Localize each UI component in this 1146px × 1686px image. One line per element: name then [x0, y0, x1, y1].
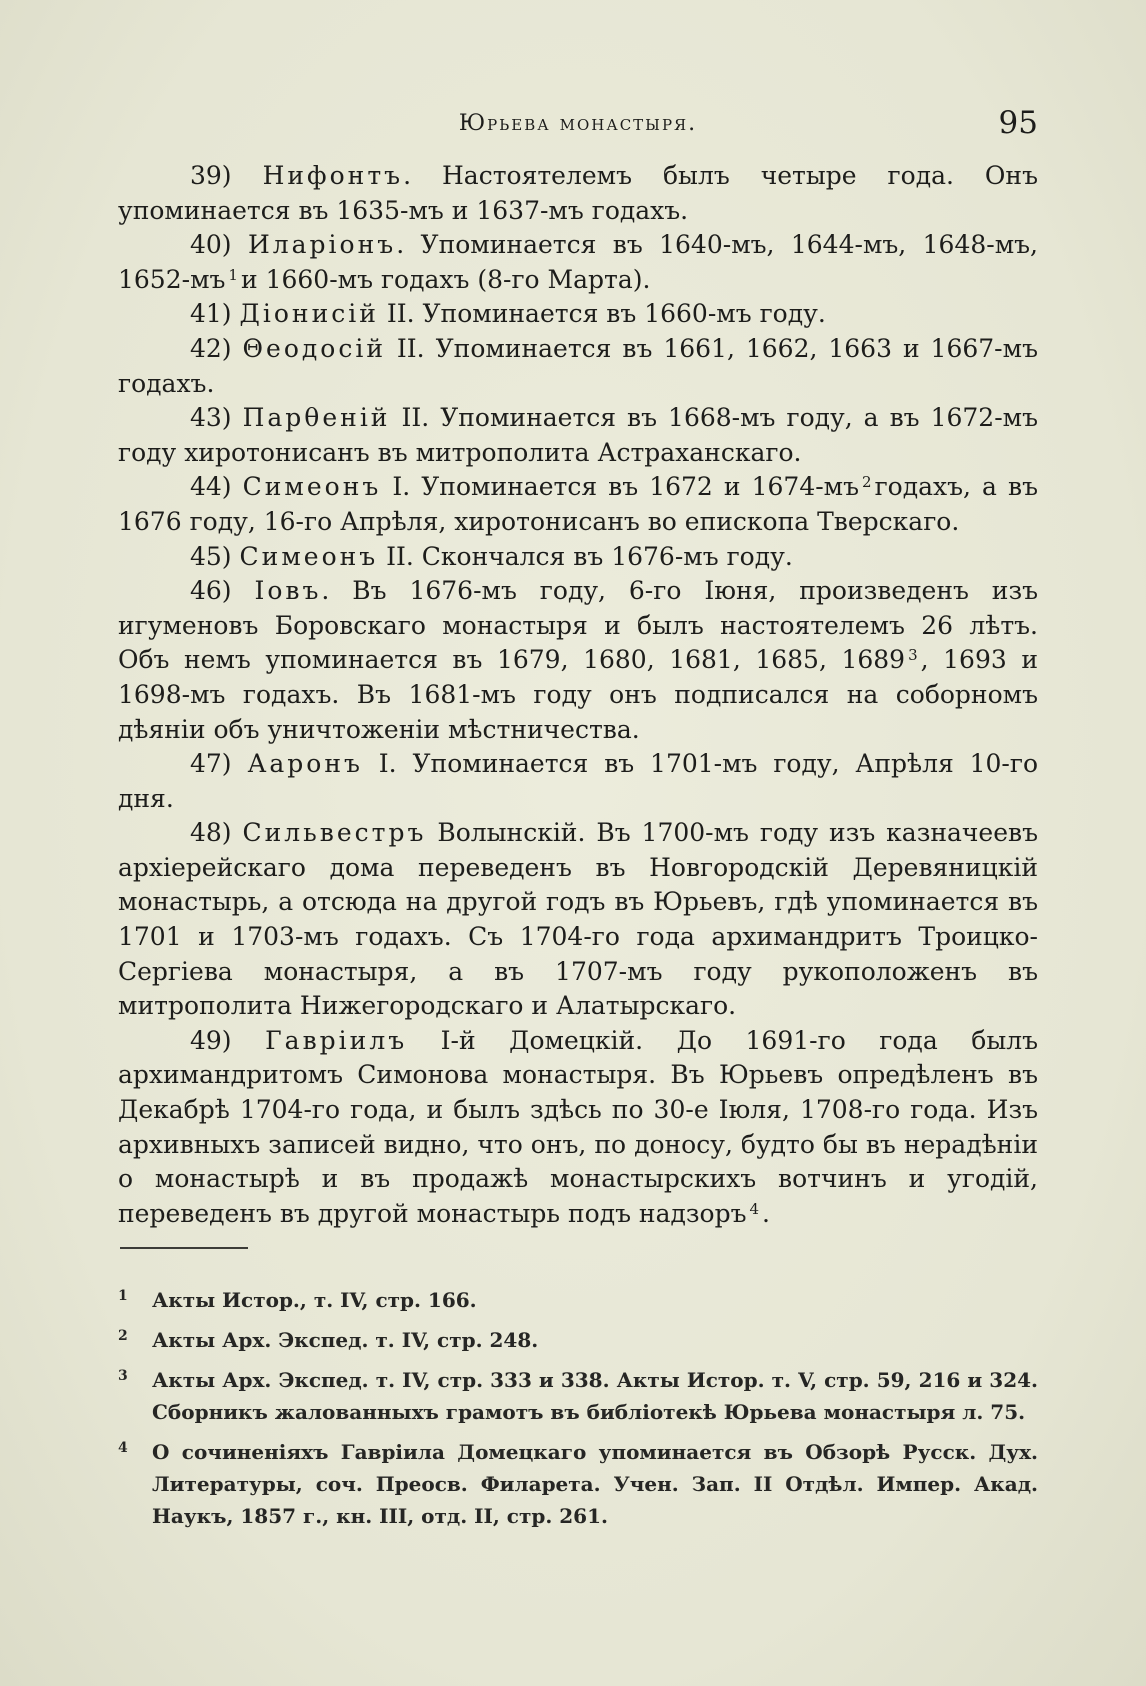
entry-number: 41) [190, 299, 232, 329]
entry-text: годахъ, а въ 1676 году, 16-го Апрѣля, хиротонисанъ во епископа Тверскаго. [118, 472, 1038, 536]
footnote-ref: 1 [228, 265, 238, 284]
abbot-name: Симеонъ [242, 472, 382, 502]
entry-text: Волынскій. Въ 1700-мъ году изъ казначеевъ архіерейскаго дома переведенъ въ Новгородскій Деревяницкій монастырь, а отсюда на другой годъ въ Юрьевъ, гдѣ упоминается въ 1701 и 1703-мъ годахъ. Съ 1704-го года архимандритъ Троицко-Сергіева монастыря, а въ 1707-мъ году рукоположенъ въ митрополита Нижегородскаго и Алатырскаго. [118, 818, 1038, 1021]
entry-number: 45) [190, 541, 232, 571]
entry-number: 40) [190, 230, 232, 260]
footnote-text: Акты Арх. Экспед. т. IV, стр. 333 и 338. Акты Истор. т. V, стр. 59, 216 и 324. Сборникъ жалованныхъ грамотъ въ библіотекѣ Юрьева монастыря л. 75. [152, 1368, 1038, 1424]
entry-text: . [762, 1198, 770, 1228]
entry-39 [118, 159, 1038, 228]
entry-42 [118, 332, 1038, 401]
abbot-name: Иларіонъ [247, 230, 397, 260]
running-title: Юрьева монастыря. [458, 111, 698, 136]
page-header [118, 105, 1038, 145]
entry-text: II. Скончался въ 1676-мъ году. [378, 541, 793, 571]
footnote-2: 2 Акты Арх. Экспед. т. IV, стр. 248. [118, 1328, 539, 1352]
entry-text: II. Упоминается въ 1661, 1662, 1663 и 1667-мъ годахъ. [118, 333, 1038, 398]
entry-number: 44) [190, 472, 232, 502]
main-text [118, 159, 1038, 1231]
entry-number: 43) [190, 403, 232, 433]
entry-text: II. Упоминается въ 1660-мъ году. [378, 299, 826, 329]
footnote-ref: 3 [908, 646, 918, 665]
abbot-name: Ааронъ [247, 749, 363, 779]
footnotes [118, 1284, 1038, 1540]
abbot-name: Сильвестръ [242, 818, 427, 848]
entry-44 [118, 470, 1038, 539]
abbot-name: Гавріилъ [265, 1025, 408, 1055]
abbot-name: Діонисій [239, 299, 379, 329]
abbot-name: Θеодосій [242, 333, 386, 363]
entry-number: 39) [190, 161, 232, 190]
entry-text: . Настоятелемъ былъ четыре года. Онъ упоминается въ 1635-мъ и 1637-мъ годахъ. [118, 161, 1038, 225]
footnote-text: О сочиненіяхъ Гавріила Домецкаго упоминается въ Обзорѣ Русск. Дух. Литературы, соч. Преосв. Филарета. Учен. Зап. II Отдѣл. Импер. Акад. Наукъ, 1857 г., кн. III, отд. II, стр. 261. [152, 1440, 1038, 1528]
entry-number: 46) [190, 576, 232, 606]
abbot-name: Парθеній [242, 403, 391, 433]
entry-text: и 1660-мъ годахъ (8-го Марта). [240, 264, 651, 294]
footnote-text: Акты Истор., т. IV, стр. 166. [152, 1288, 477, 1312]
entry-number: 48) [190, 818, 232, 848]
page-number: 95 [998, 105, 1038, 141]
entry-text: . Упоминается въ 1640-мъ, 1644-мъ, 1648-мъ, 1652-мъ [118, 230, 1038, 294]
footnote-1: 1 Акты Истор., т. IV, стр. 166. [118, 1288, 477, 1312]
entry-45 [118, 540, 1038, 575]
entry-41 [118, 297, 1038, 332]
footnote-3: 3 Акты Арх. Экспед. т. IV, стр. 333 и 338. Акты Истор. т. V, стр. 59, 216 и 324. Сборникъ жалованныхъ грамотъ въ библіотекѣ Юрьева монастыря л. 75. [118, 1368, 1038, 1424]
entry-text: I. Упоминается въ 1701-мъ году, Апрѣля 10-го дня. [118, 749, 1038, 813]
footnote-ref: 2 [862, 473, 872, 492]
entry-number: 42) [190, 333, 232, 363]
entry-text: II. Упоминается въ 1668-мъ году, а въ 1672-мъ году хиротонисанъ въ митрополита Астраханскаго. [118, 403, 1038, 467]
entry-46 [118, 574, 1038, 747]
entry-number: 47) [190, 749, 232, 779]
entry-text: . Въ 1676-мъ году, 6-го Іюня, произведенъ изъ игуменовъ Боровскаго монастыря и былъ настоятелемъ 26 лѣтъ. Объ немъ упоминается въ 1679, 1680, 1681, 1685, 1689 [118, 576, 1039, 675]
footnote-separator [120, 1247, 248, 1249]
abbot-name: Нифонтъ [262, 161, 404, 190]
entry-48 [118, 816, 1038, 1024]
footnote-text: Акты Арх. Экспед. т. IV, стр. 248. [152, 1328, 539, 1352]
entry-text: I. Упоминается въ 1672 и 1674-мъ [381, 472, 860, 502]
footnote-4: 4 О сочиненіяхъ Гавріила Домецкаго упоминается въ Обзорѣ Русск. Дух. Литературы, соч. Преосв. Филарета. Учен. Зап. II Отдѣл. Импер. Акад. Наукъ, 1857 г., кн. III, отд. II, стр. 261. [118, 1440, 1038, 1528]
entry-47 [118, 747, 1038, 816]
footnote-ref: 4 [749, 1199, 760, 1218]
entry-49 [118, 1024, 1038, 1232]
abbot-name: Іовъ [254, 576, 322, 606]
abbot-name: Симеонъ [239, 541, 379, 571]
entry-text: I-й Домецкій. До 1691-го года былъ архимандритомъ Симонова монастыря. Въ Юрьевъ опредѣленъ въ Декабрѣ 1704-го года, и былъ здѣсь по 30-е Іюля, 1708-го года. Изъ архивныхъ записей видно, что онъ, по доносу, будто бы въ нерадѣніи о монастырѣ и въ продажѣ монастырскихъ вотчинъ и угодій, переведенъ въ другой монастырь подъ надзоръ [118, 1025, 1038, 1228]
entry-text: , 1693 и 1698-мъ годахъ. Въ 1681-мъ году онъ подписался на соборномъ дѣяніи объ уничтоженіи мѣстничества. [118, 645, 1038, 744]
entry-40 [118, 228, 1038, 297]
entry-number: 49) [190, 1025, 232, 1055]
entry-43 [118, 401, 1038, 470]
